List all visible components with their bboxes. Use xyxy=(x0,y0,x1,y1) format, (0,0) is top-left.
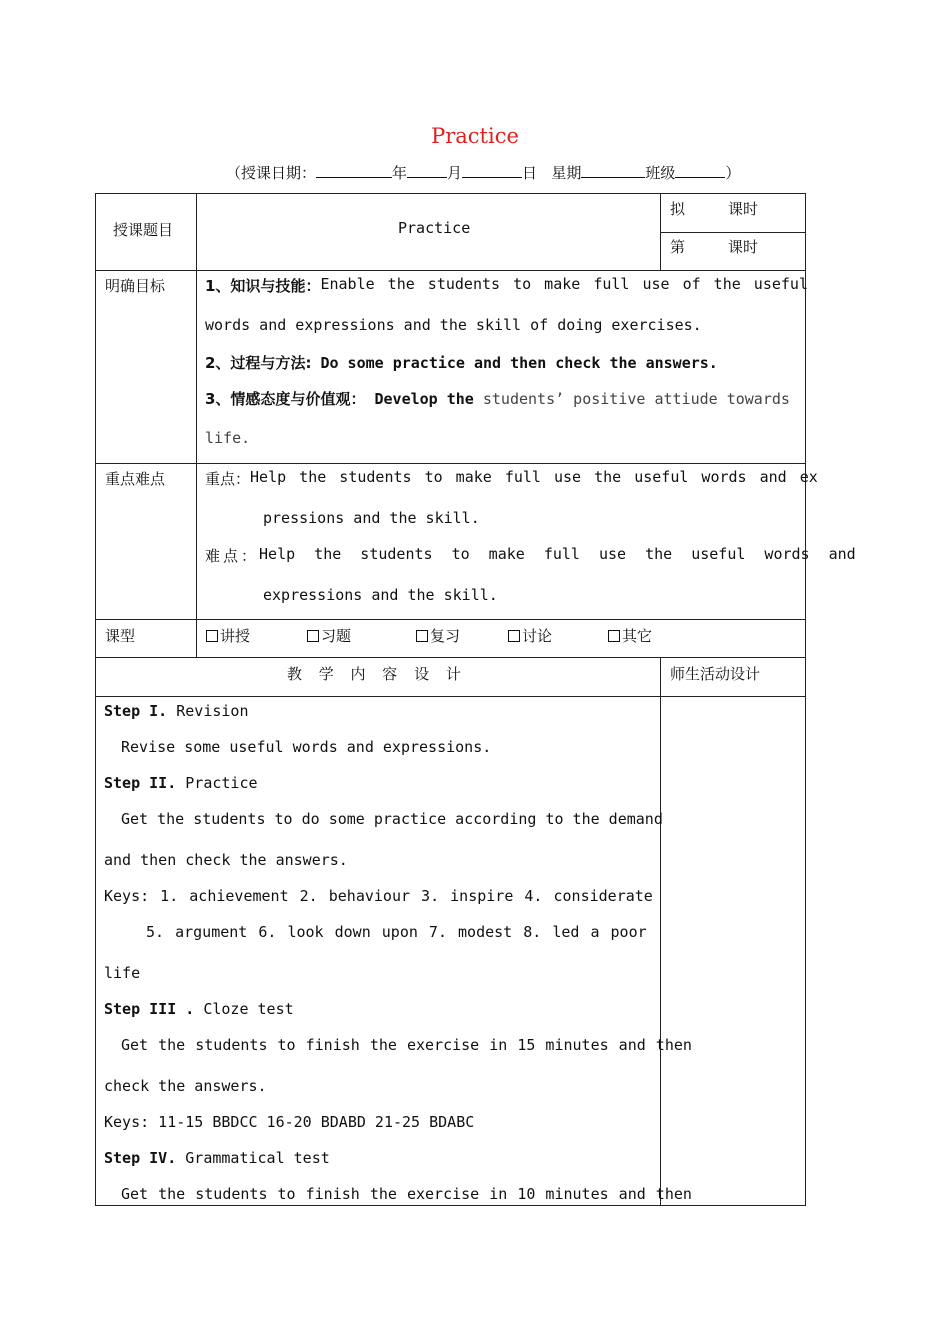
keys-2: Keys: 11-15 BBDCC 16-20 BDABD 21-25 BDABC xyxy=(104,1113,475,1131)
lesson-type-option[interactable]: 讲授 xyxy=(206,625,250,646)
year-label: 年 xyxy=(392,164,408,182)
objective-3-line2: life. xyxy=(205,429,251,447)
row-divider xyxy=(95,696,806,697)
keys-1-line2: 5. argument 6. look down upon 7. modest 8. led a poor xyxy=(146,923,647,941)
step-1-heading xyxy=(104,702,249,720)
row-divider xyxy=(660,232,806,233)
objective-2-text: Do some practice and then check the answers. xyxy=(320,354,718,372)
step-1-text: Revise some useful words and expressions. xyxy=(121,738,492,756)
col-divider xyxy=(660,657,661,1206)
class-blank xyxy=(675,163,725,178)
class-label: 班级 xyxy=(645,164,676,182)
row-divider xyxy=(95,270,806,271)
lesson-type-option[interactable]: 其它 xyxy=(608,625,652,646)
checkbox-icon[interactable] xyxy=(206,630,218,642)
step-4-title: Grammatical test xyxy=(185,1149,330,1167)
key-points-label: 重点难点 xyxy=(105,470,166,488)
objective-1-line2: words and expressions and the skill of doing exercises. xyxy=(205,316,702,334)
date-close-label: ） xyxy=(725,164,741,182)
objective-3-text: students’ positive attiude towards xyxy=(482,390,790,408)
step-3-line1: Get the students to finish the exercise in 15 minutes and then xyxy=(121,1036,692,1054)
row-divider xyxy=(95,657,806,658)
key-point-line2: pressions and the skill. xyxy=(263,509,480,527)
plan-unit: 课时 xyxy=(728,200,759,218)
objective-3-head: 3、情感态度与价值观： xyxy=(205,390,366,408)
col-divider xyxy=(660,193,661,271)
step-2-heading xyxy=(104,774,258,792)
date-line xyxy=(226,162,740,183)
objective-2-head: 2、过程与方法: xyxy=(205,354,312,372)
month-blank xyxy=(407,163,447,178)
lesson-table xyxy=(95,193,806,1206)
step-2-line1: Get the students to do some practice according to the demand xyxy=(121,810,663,828)
checkbox-icon[interactable] xyxy=(508,630,520,642)
day-blank xyxy=(462,163,522,178)
topic-label: 授课题目 xyxy=(113,221,174,239)
step-3-line2: check the answers. xyxy=(104,1077,267,1095)
step-4-heading xyxy=(104,1149,330,1167)
key-point-line xyxy=(205,468,818,489)
key-point-head: 重点： xyxy=(205,470,251,488)
key-point-text: Help the students to make full use the useful words and ex xyxy=(250,468,818,486)
difficulty-line2: expressions and the skill. xyxy=(263,586,498,604)
objective-2-line xyxy=(205,352,718,373)
objectives-label: 明确目标 xyxy=(105,277,166,295)
page-title: Practice xyxy=(431,124,519,148)
step-2-line2: and then check the answers. xyxy=(104,851,348,869)
lesson-type-label: 课型 xyxy=(105,627,136,645)
difficulty-head: 难点： xyxy=(205,547,260,565)
row-divider xyxy=(95,463,806,464)
date-open-label: （授课日期： xyxy=(226,164,317,182)
col-divider xyxy=(196,193,197,658)
seq-label: 第 xyxy=(670,238,686,256)
step-4-number: Step IV. xyxy=(104,1149,177,1167)
activity-design-header: 师生活动设计 xyxy=(670,665,761,683)
step-3-heading xyxy=(104,1000,294,1018)
week-blank xyxy=(581,163,645,178)
date-blank xyxy=(316,163,392,178)
checkbox-icon[interactable] xyxy=(416,630,428,642)
objective-1-line xyxy=(205,275,808,296)
row-divider xyxy=(95,619,806,620)
step-2-title: Practice xyxy=(185,774,258,792)
plan-label: 拟 xyxy=(670,200,686,218)
objective-1-text: Enable the students to make full use of the useful xyxy=(320,275,808,293)
keys-1-line1: Keys: 1. achievement 2. behaviour 3. inspire 4. considerate xyxy=(104,887,653,905)
day-label: 日 xyxy=(522,164,538,182)
keys-1-line3: life xyxy=(104,964,141,982)
topic-value: Practice xyxy=(398,219,471,237)
lesson-type-option[interactable]: 讨论 xyxy=(508,625,552,646)
objective-3-bold: Develop the xyxy=(374,390,474,408)
lesson-type-option[interactable]: 复习 xyxy=(416,625,460,646)
step-2-number: Step II. xyxy=(104,774,177,792)
month-label: 月 xyxy=(447,164,463,182)
seq-unit: 课时 xyxy=(728,238,759,256)
lesson-type-option[interactable]: 习题 xyxy=(307,625,351,646)
content-design-header: 教 学 内 容 设 计 xyxy=(287,665,461,683)
objective-1-head: 1、知识与技能： xyxy=(205,277,321,295)
checkbox-icon[interactable] xyxy=(307,630,319,642)
difficulty-line xyxy=(205,545,856,566)
step-1-number: Step I. xyxy=(104,702,168,720)
objective-3-line xyxy=(205,388,796,409)
step-3-number: Step III . xyxy=(104,1000,195,1018)
difficulty-text: Help the students to make full use the useful words and xyxy=(259,545,856,563)
step-4-line1: Get the students to finish the exercise in 10 minutes and then xyxy=(121,1185,692,1203)
step-1-title: Revision xyxy=(176,702,249,720)
checkbox-icon[interactable] xyxy=(608,630,620,642)
week-label: 星期 xyxy=(551,164,582,182)
step-3-title: Cloze test xyxy=(203,1000,294,1018)
